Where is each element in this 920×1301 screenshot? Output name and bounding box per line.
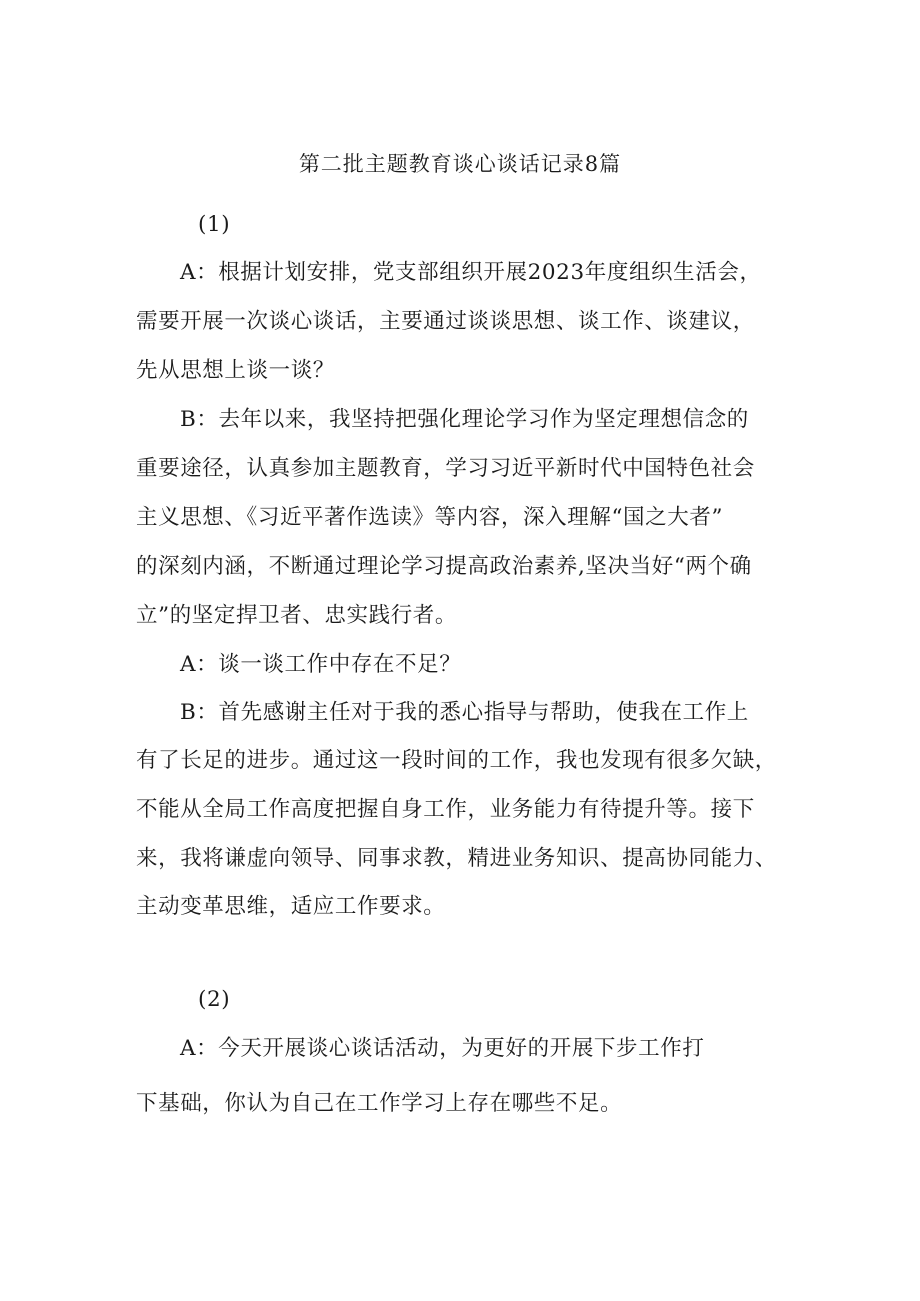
paragraph-line: 重要途径，认真参加主题教育，学习习近平新时代中国特色社会 bbox=[136, 456, 755, 481]
paragraph-line: 不能从全局工作高度把握自身工作，业务能力有待提升等。接下 bbox=[136, 797, 755, 822]
paragraph-line: A：根据计划安排，党支部组织开展2023年度组织生活会， bbox=[180, 260, 762, 285]
paragraph-line: 立”的坚定捍卫者、忠实践行者。 bbox=[136, 603, 457, 628]
paragraph-line: 的深刻内涵，不断通过理论学习提高政治素养,坚决当好“两个确 bbox=[136, 554, 752, 579]
paragraph-line: 先从思想上谈一谈？ bbox=[136, 358, 335, 383]
paragraph-line: A：谈一谈工作中存在不足？ bbox=[180, 652, 462, 677]
paragraph-line: 下基础，你认为自己在工作学习上存在哪些不足。 bbox=[136, 1091, 623, 1116]
paragraph-line: 主义思想、《习近平著作选读》等内容，深入理解“国之大者” bbox=[136, 505, 724, 530]
paragraph-line: 需要开展一次谈心谈话，主要通过谈谈思想、谈工作、谈建议， bbox=[136, 309, 755, 334]
section-marker-2: (2) bbox=[198, 987, 231, 1012]
document-title: 第二批主题教育谈心谈话记录8篇 bbox=[298, 152, 622, 176]
paragraph-line: A：今天开展谈心谈话活动，为更好的开展下步工作打 bbox=[180, 1036, 705, 1061]
paragraph-line: 来，我将谦虚向领导、同事求教，精进业务知识、提高协同能力、 bbox=[136, 846, 777, 871]
paragraph-line: B：去年以来，我坚持把强化理论学习作为坚定理想信念的 bbox=[180, 407, 749, 432]
paragraph-line: 主动变革思维，适应工作要求。 bbox=[136, 894, 446, 919]
paragraph-line: B：首先感谢主任对于我的悉心指导与帮助，使我在工作上 bbox=[180, 700, 749, 725]
section-marker-1: (1) bbox=[198, 212, 231, 237]
paragraph-line: 有了长足的进步。通过这一段时间的工作，我也发现有很多欠缺， bbox=[136, 748, 777, 773]
